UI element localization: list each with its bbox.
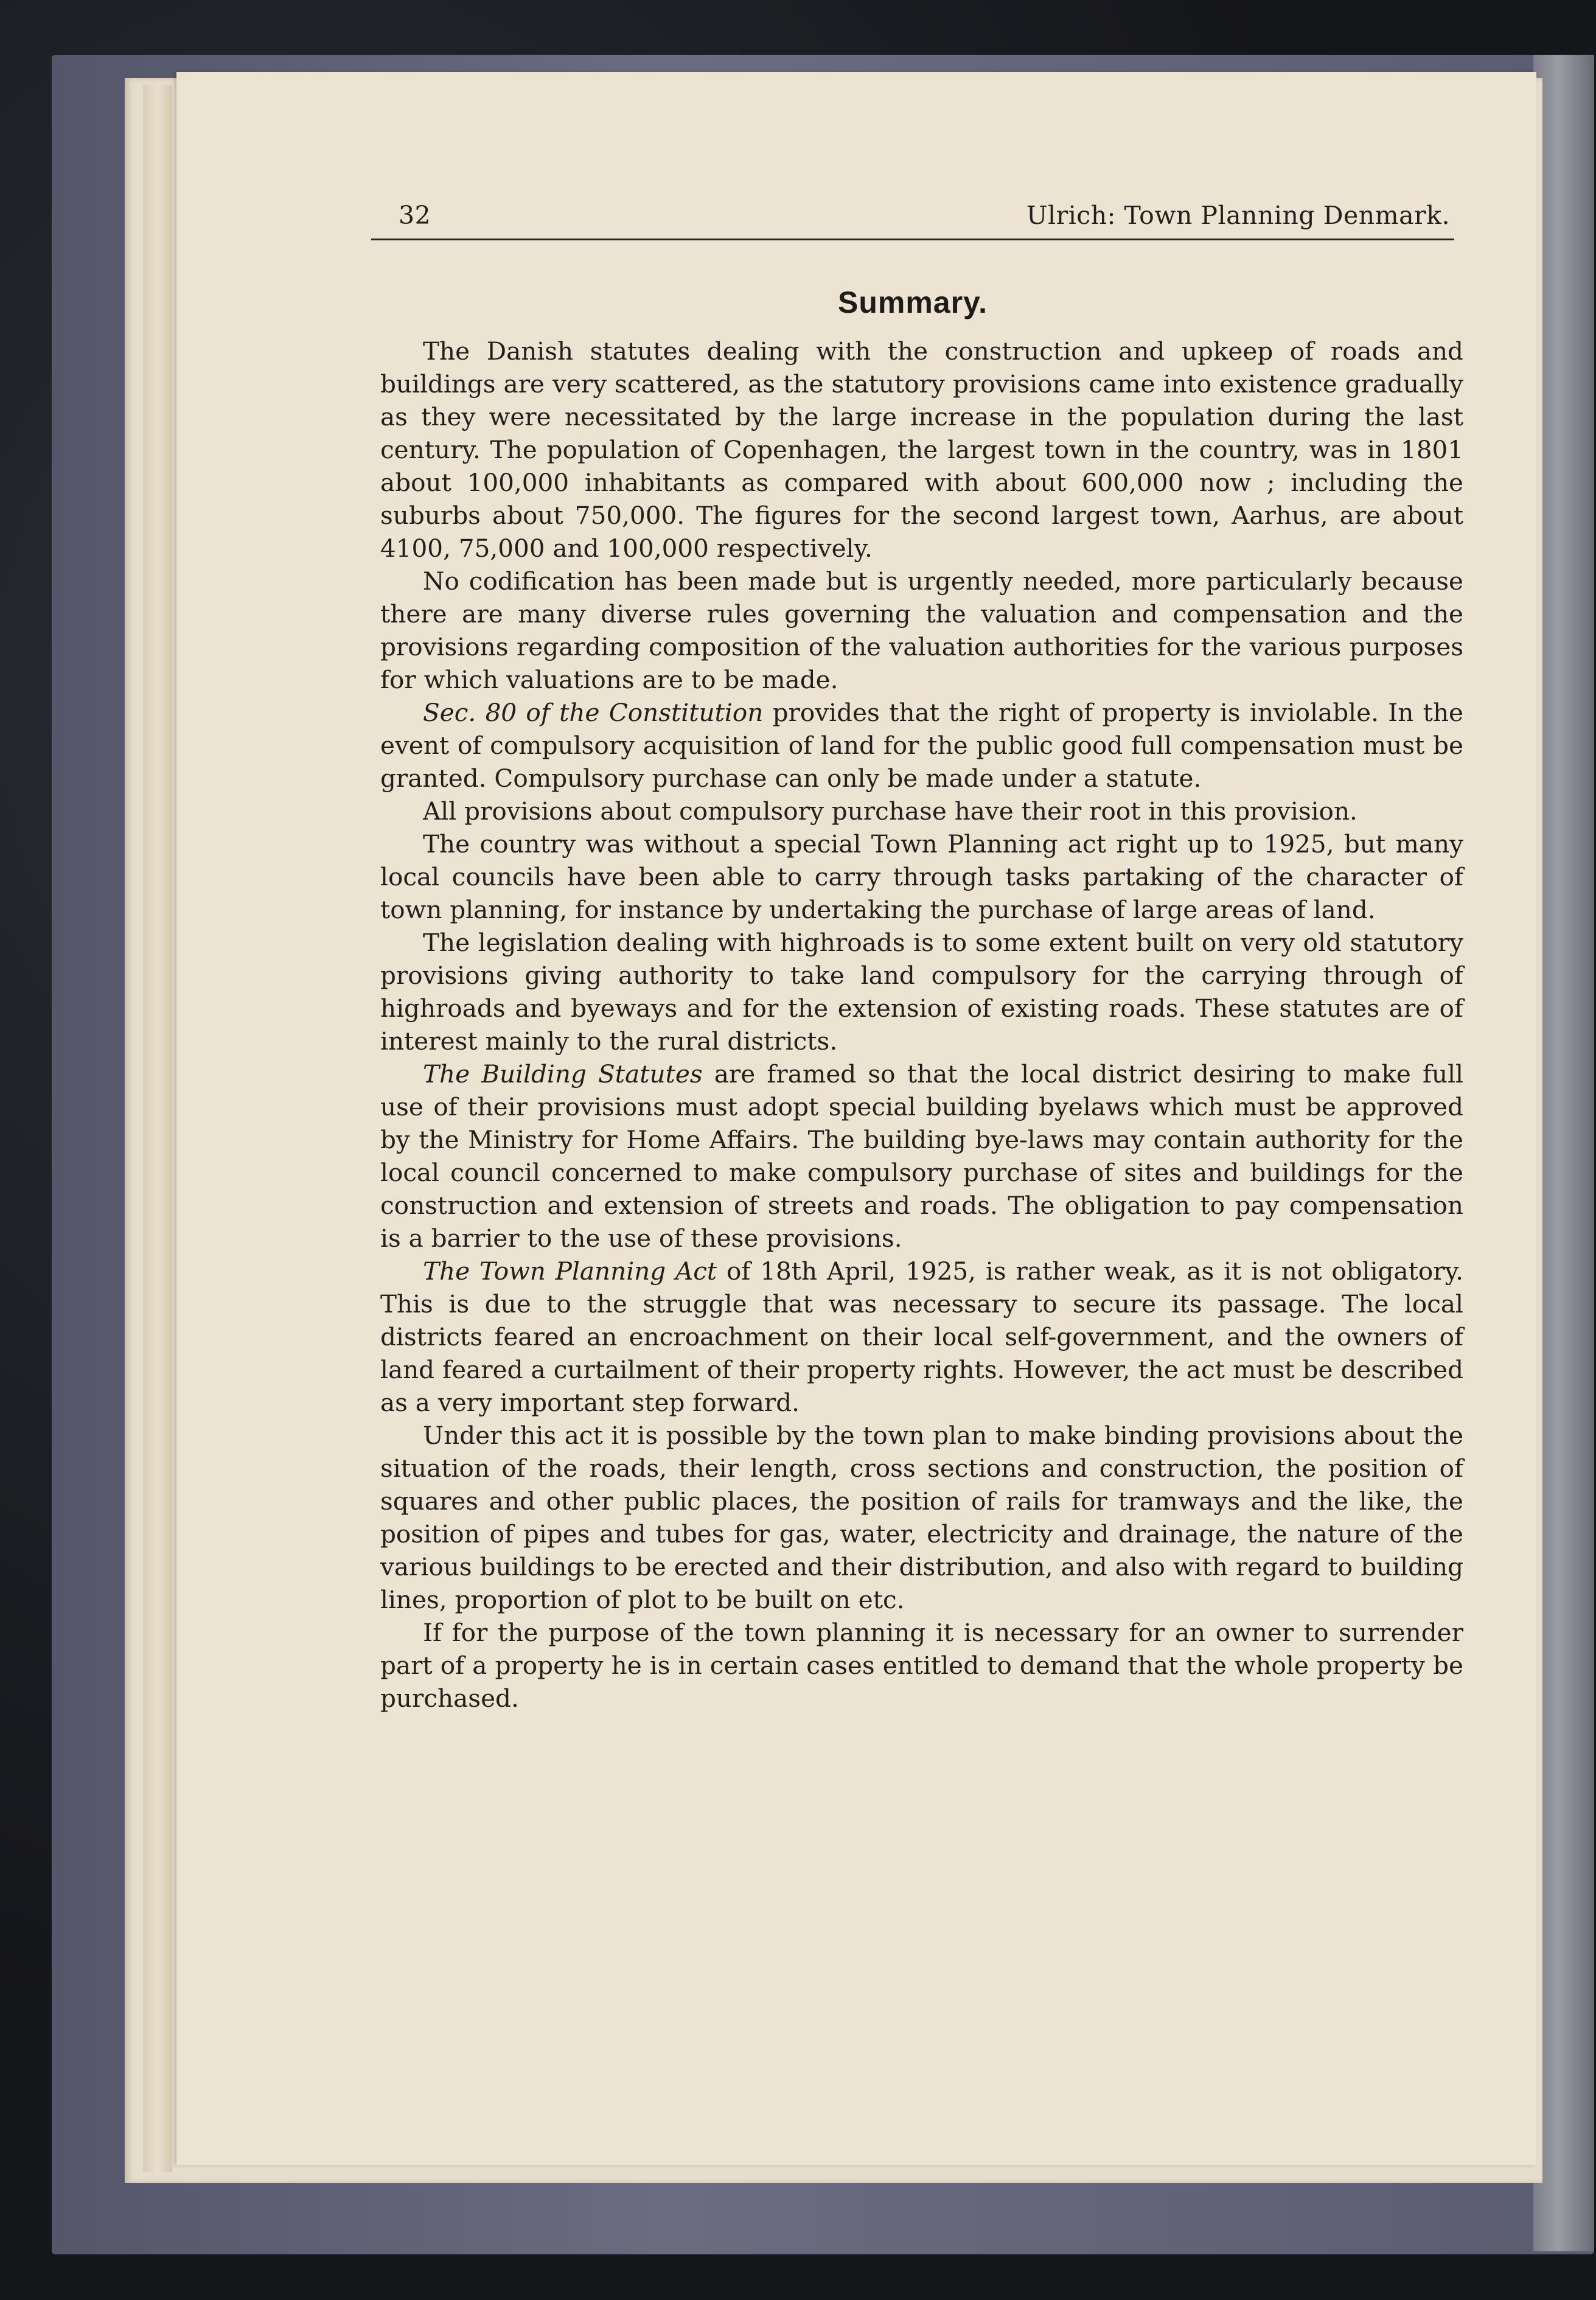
- paragraph: [380, 696, 1463, 795]
- paragraph: [380, 1058, 1463, 1255]
- running-head: [399, 201, 1450, 237]
- paragraph-text: Under this act it is possible by the town plan to make binding provisions about the situation of the roads, their length, cross sections and construction, the position of squares and other public places, the position of rails for tramways and the like, the position of pipes and tubes for gas, water, electricity and drainage, the nature of the various buildings to be erected and their distribution, and also with regard to building lines, proportion of plot to be built on etc.: [380, 1421, 1463, 1614]
- paragraph: [380, 1419, 1463, 1616]
- paragraph-text: The Danish statutes dealing with the construction and upkeep of roads and buildings are very scattered, as the statutory provisions came into existence gradually as they were necessitated by the large increase in the population during the last century. The population of Copenhagen, the largest town in the country, was in 1801 about 100,000 inhabitants as compared with about 600,000 now ; including the suburbs about 750,000. The figures for the second largest town, Aarhus, are about 4100, 75,000 and 100,000 respectively.: [380, 336, 1463, 563]
- book-cover-edge: [1533, 55, 1594, 2251]
- paragraph-text: If for the purpose of the town planning it is necessary for an owner to surrender part of a property he is in certain cases entitled to demand that the whole property be purchased.: [380, 1618, 1463, 1713]
- paragraph: [380, 335, 1463, 565]
- paragraph-lead: Sec. 80 of the Constitution: [423, 698, 764, 727]
- paragraph-text: No codification has been made but is urgently needed, more particularly because there are many diverse rules governing the valuation and compensation and the provisions regarding composition of the valuation authorities for the various purposes for which valuations are to be made.: [380, 566, 1463, 694]
- paragraph: [380, 926, 1463, 1058]
- body-text: [380, 335, 1463, 1715]
- running-title: Ulrich: Town Planning Denmark.: [1026, 201, 1450, 230]
- paragraph-text: provides that the right of property is inviolable. In the event of compulsory acquisition of land for the public good full compensation must be granted. Compulsory purchase can only be made under a statute.: [380, 698, 1463, 793]
- paragraph-text: are framed so that the local district desiring to make full use of their provisions must adopt special building byelaws which must be approved by the Ministry for Home Affairs. The building bye-laws may contain authority for the local council concerned to make compulsory purchase of sites and buildings for the construction and extension of streets and roads. The obligation to pay compensation is a barrier to the use of these provisions.: [380, 1059, 1463, 1253]
- paragraph-text: The legislation dealing with highroads is to some extent built on very old statutory provisions giving authority to take land compulsory for the carrying through of highroads and byeways and for the extension of existing roads. These statutes are of interest mainly to the rural districts.: [380, 928, 1463, 1056]
- paragraph: [380, 1616, 1463, 1715]
- paragraph: [380, 1255, 1463, 1419]
- header-rule: [371, 239, 1454, 240]
- paragraph: [380, 828, 1463, 926]
- paragraph: [380, 795, 1463, 828]
- paragraph-lead: The Town Planning Act: [423, 1256, 717, 1286]
- page-gutter: [143, 85, 172, 2172]
- paragraph: [380, 565, 1463, 696]
- section-heading: Summary.: [837, 285, 988, 319]
- paragraph-lead: The Building Statutes: [423, 1059, 703, 1089]
- page-number: 32: [399, 201, 431, 230]
- paragraph-text: of 18th April, 1925, is rather weak, as it is not obligatory. This is due to the struggle that was necessary to secure its passage. The local districts feared an encroachment on their local self-government, and the owners of land feared a curtailment of their property rights. However, the act must be described as a very important step forward.: [380, 1256, 1464, 1417]
- paragraph-text: The country was without a special Town Planning act right up to 1925, but many local councils have been able to carry through tasks partaking of the character of town planning, for instance by undertaking the purchase of large areas of land.: [380, 829, 1463, 924]
- paragraph-text: All provisions about compulsory purchase have their root in this provision.: [423, 796, 1357, 826]
